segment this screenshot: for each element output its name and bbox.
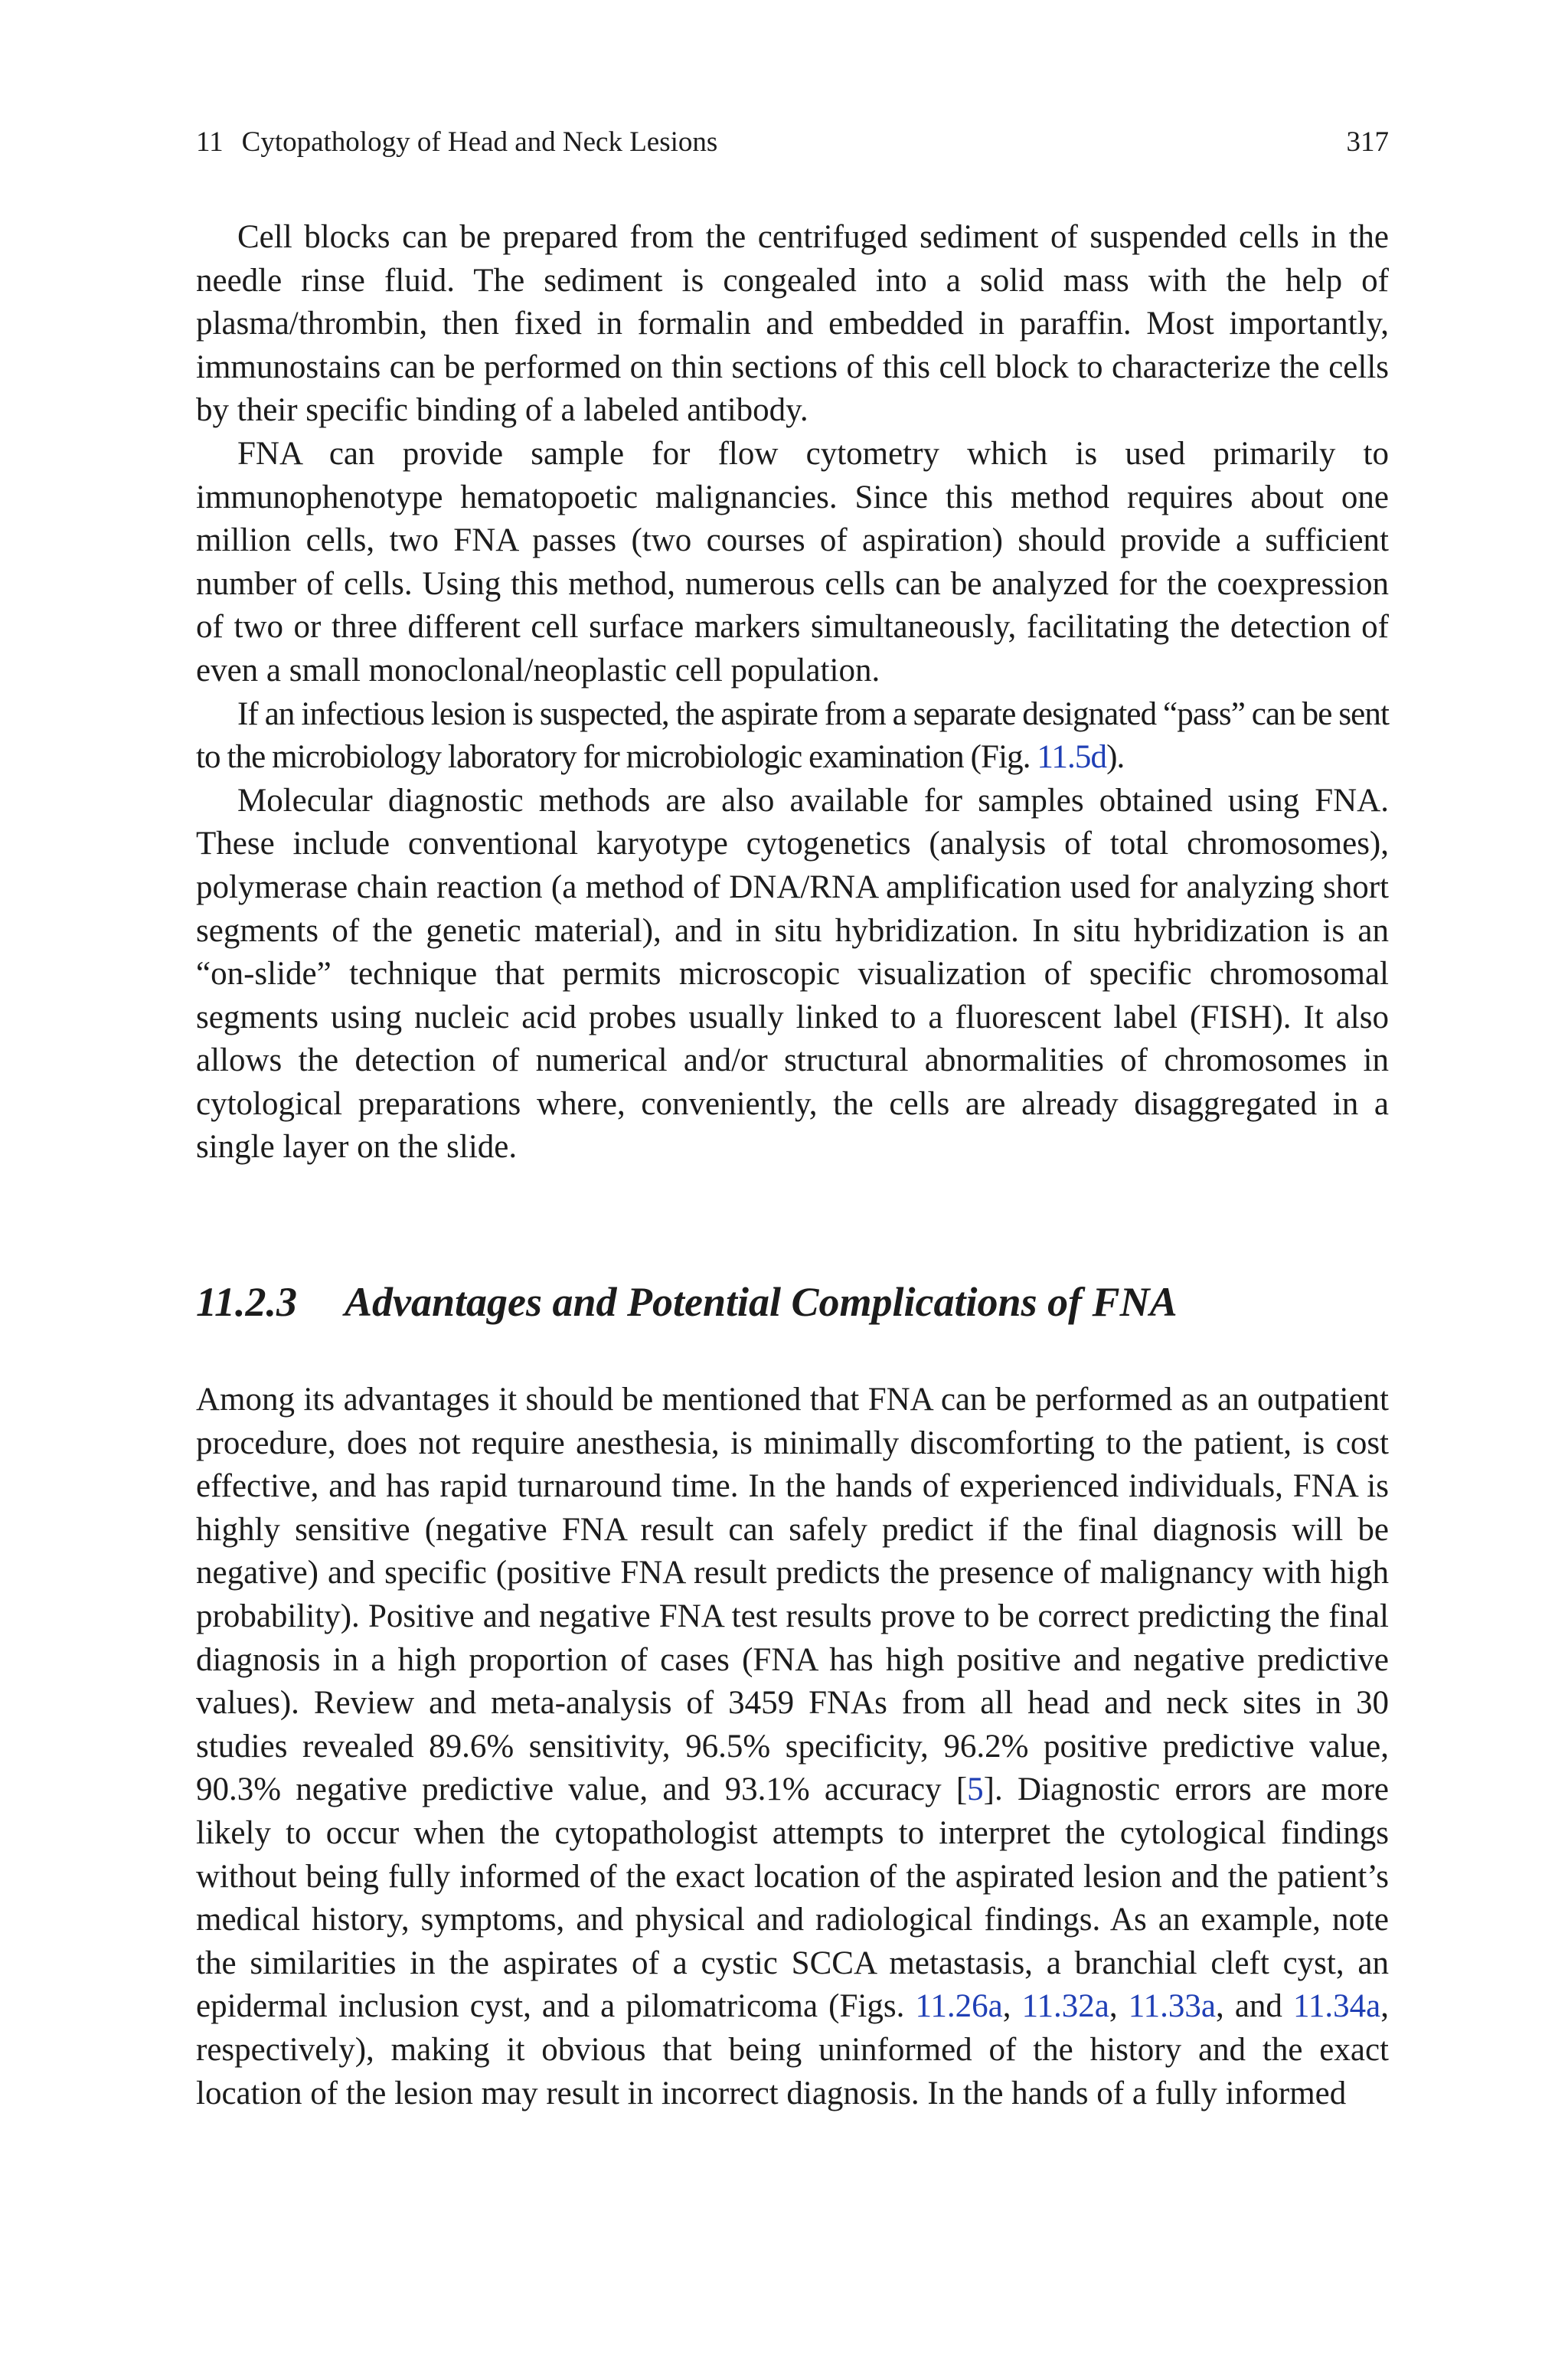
page-number: 317 <box>1346 126 1389 158</box>
paragraph-text: Among its advantages it should be mentioned that FNA can be performed as an outpatient procedure, does not require anesthesia, is minimally discomforting to the patient, is cost effective, and has rapid turnaround time. In the hands of experienced individuals, FNA is highly sensitive (negative FNA result can safely predict if the final diagnosis will be negative) and specific (positive FNA result predicts the presence of malignancy with high probability). Positive and negative FNA test results prove to be correct predicting the final diagnosis in a high proportion of cases (FNA has high positive and negative predictive values). Review and meta-analysis of 3459 FNAs from all head and neck sites in 30 studies revealed 89.6% sensitivity, 96.5% specificity, 96.2% positive predictive value, 90.3% negative predictive value, and 93.1% accuracy [ <box>196 1382 1389 1808</box>
section-heading <box>196 1277 1389 1326</box>
paragraph-infectious-lesion <box>196 693 1389 780</box>
paragraph-text: , respectively), making it obvious that being uninformed of the history and the exact location of the lesion may result in incorrect diagnosis. In the hands of a fully informed <box>196 1988 1390 2111</box>
figure-link-11-26a[interactable]: 11.26a <box>915 1988 1003 2025</box>
body-text-upper <box>196 216 1389 1169</box>
running-head-chapter <box>196 124 717 161</box>
paragraph-cell-blocks: Cell blocks can be prepared from the centrifuged sediment of suspended cells in the needle rinse fluid. The sediment is congealed into a solid mass with the help of plasma/thrombin, then fixed in formalin and embedded in paraffin. Most importantly, immunostains can be performed on thin sections of this cell block to characterize the cells by their specific binding of a labeled antibody. <box>196 219 1389 429</box>
section-title: Advantages and Potential Complications of FNA <box>345 1279 1178 1325</box>
separator: , <box>1109 1988 1129 2025</box>
paragraph-flow-cytometry: FNA can provide sample for flow cytometry which is used primarily to immunophenotype hematopoetic malignancies. Since this method requires about one million cells, two FNA passes (two courses of aspiration) should provide a sufficient number of cells. Using this method, numerous cells can be analyzed for the coexpression of two or three different cell surface markers simultaneously, facilitating the detection of even a small monoclonal/neoplastic cell population. <box>196 435 1389 689</box>
paragraph-text: ]. Diagnostic errors are more likely to occur when the cytopathologist attempts to interpret the cytological findings without being fully informed of the exact location of the aspirated lesion and the patient’s medical history, symptoms, and physical and radiological findings. As an example, note the similarities in the aspirates of a cystic SCCA metastasis, a branchial cleft cyst, an epidermal inclusion cyst, and a pilomatricoma (Figs. <box>196 1771 1389 2025</box>
paragraph-advantages <box>196 1379 1389 2115</box>
body-text-lower <box>196 1379 1389 2115</box>
chapter-number: 11 <box>196 126 224 158</box>
paragraph-molecular-methods: Molecular diagnostic methods are also available for samples obtained using FNA. These include conventional karyotype cytogenetics (analysis of total chromosomes), polymerase chain reaction (a method of DNA/RNA amplification used for analyzing short segments of the genetic material), and in situ hybridization. In situ hybridization is an “on-slide” technique that permits microscopic visualization of specific chromosomal segments using nucleic acid probes usually linked to a fluorescent label (FISH). It also allows the detection of numerical and/or structural abnormalities of chromosomes in cytological preparations where, conveniently, the cells are already disaggregated in a single layer on the slide. <box>196 782 1389 1166</box>
paragraph-text: ). <box>1106 739 1125 776</box>
section-number: 11.2.3 <box>196 1279 298 1325</box>
chapter-title: Cytopathology of Head and Neck Lesions <box>241 126 718 158</box>
separator: , <box>1002 1988 1022 2025</box>
figure-link-11-32a[interactable]: 11.32a <box>1021 1988 1109 2025</box>
separator: , and <box>1215 1988 1294 2025</box>
reference-link-5[interactable]: 5 <box>967 1771 984 1808</box>
paragraph-text: If an infectious lesion is suspected, the aspirate from a separate designated “pass” can be sent to the microbiology laboratory for microbiologic examination (Fig. <box>196 695 1389 776</box>
figure-link-11-5d[interactable]: 11.5d <box>1037 739 1107 776</box>
figure-link-11-33a[interactable]: 11.33a <box>1128 1988 1216 2025</box>
figure-link-11-34a[interactable]: 11.34a <box>1293 1988 1381 2025</box>
